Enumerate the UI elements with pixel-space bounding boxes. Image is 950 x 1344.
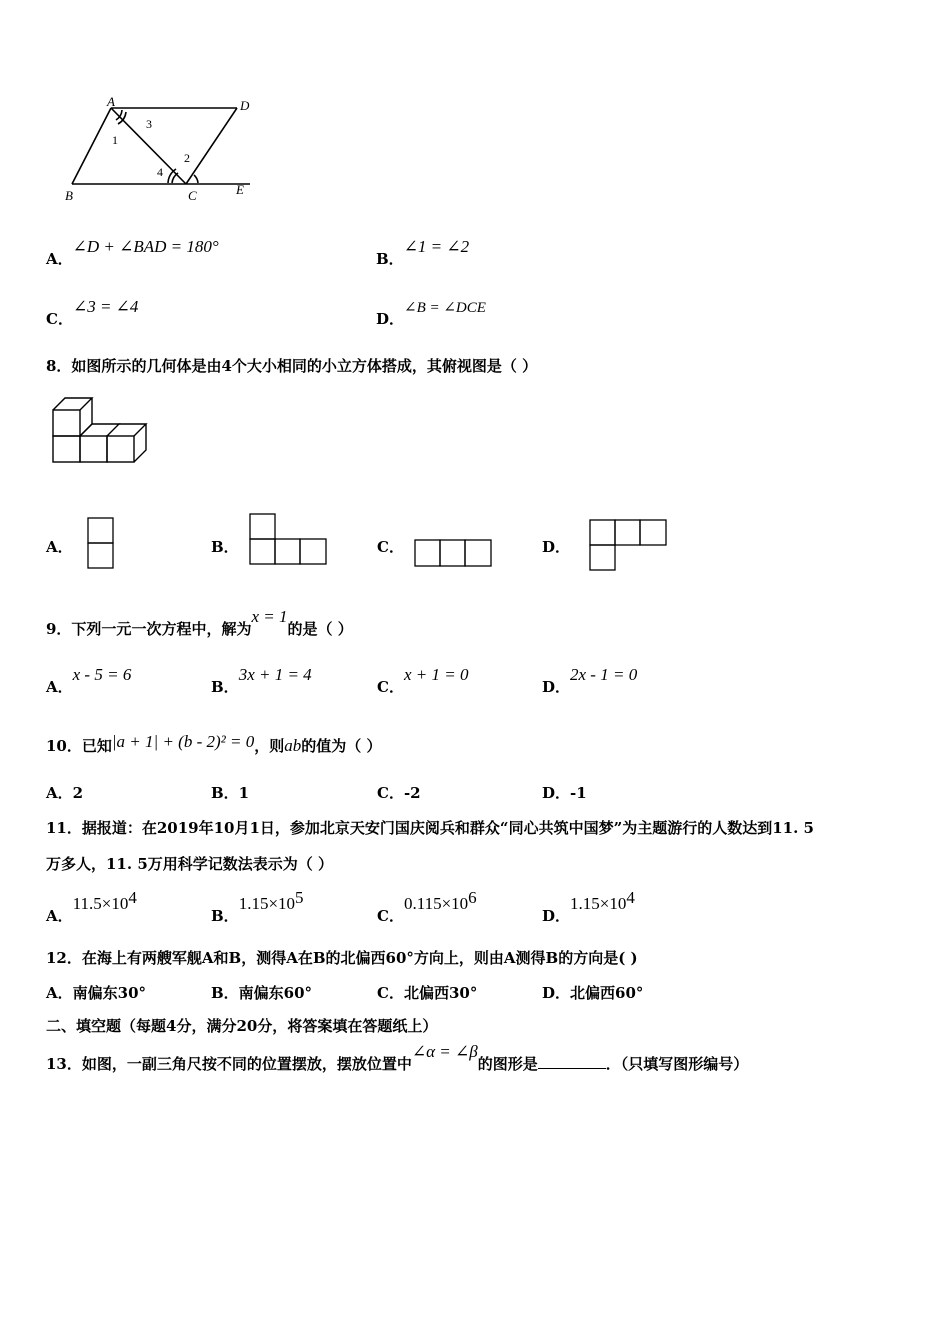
q11-option-d-letter: D． [542, 907, 571, 925]
section2-title: 二、填空题（每题4分，满分20分，将答案填在答题纸上） [46, 1017, 438, 1035]
angle-1-label: 1 [112, 133, 118, 147]
q11-option-b-base: 1.15×10 [238, 894, 296, 913]
q7-option-d-letter: D． [376, 310, 405, 328]
q10-stem-math2: ab [284, 736, 302, 755]
q10-stem-math: |a + 1| + (b - 2)² = 0 [111, 732, 255, 751]
q13-answer-blank[interactable] [538, 1054, 606, 1069]
q11-option-d [542, 888, 635, 925]
q10-stem-pre: 10．已知 [46, 737, 112, 755]
q9-stem [46, 606, 353, 638]
point-e-label: E [236, 182, 244, 197]
q9-option-b [211, 664, 312, 696]
cube-solid-figure [52, 396, 162, 466]
q7-option-c [46, 296, 139, 328]
q10-stem [46, 731, 382, 755]
q9-option-b-math: 3x + 1 = 4 [238, 665, 312, 684]
q11-option-a-letter: A． [46, 907, 73, 925]
q13-stem-end: ．（只填写图形编号） [605, 1055, 749, 1073]
q11-option-d-base: 1.15×10 [570, 894, 627, 913]
q8-option-c-figure [414, 539, 496, 569]
q12-option-c: C．北偏西30° [377, 984, 478, 1002]
q8-stem: 8．如图所示的几何体是由4个大小相同的小立方体搭成，其俯视图是（ ） [46, 357, 538, 375]
q7-option-b-math: ∠1 = ∠2 [403, 237, 470, 256]
q7-option-a [46, 236, 219, 268]
q9-option-c-math: x + 1 = 0 [403, 665, 469, 684]
q7-option-a-math: ∠D + ∠BAD = 180° [72, 237, 219, 256]
q8-option-b-letter: B． [211, 538, 239, 556]
q12-option-d: D．北偏西60° [542, 984, 644, 1002]
q7-option-a-letter: A． [46, 250, 73, 268]
q9-option-a-letter: A． [46, 678, 73, 696]
angle-2-label: 2 [184, 151, 190, 165]
q12-option-b: B．南偏东60° [211, 984, 313, 1002]
q8-option-d-figure [589, 519, 671, 575]
q9-stem-math: x = 1 [251, 607, 288, 626]
point-d-label: D [240, 98, 250, 113]
q8-option-a-letter: A． [46, 538, 73, 556]
q11-option-b [211, 888, 304, 925]
q11-option-a [46, 888, 137, 925]
q11-option-c-letter: C． [377, 907, 404, 925]
q9-stem-post: 的是（ ） [287, 620, 353, 638]
angle-4-label: 4 [157, 165, 163, 179]
q11-option-b-exp: 5 [295, 888, 304, 907]
q11-option-c-exp: 6 [468, 888, 477, 907]
q9-stem-pre: 9．下列一元一次方程中，解为 [46, 620, 252, 638]
q9-option-d-letter: D． [542, 678, 571, 696]
parallelogram-figure [60, 96, 260, 206]
q11-option-c-base: 0.115×10 [403, 894, 469, 913]
q10-option-d: D．-1 [542, 784, 587, 802]
q11-stem-line1: 11．据报道：在2019年10月1日，参加北京天安门国庆阅兵和群众“同心共筑中国梦”为主题游行的人数达到11. 5 [46, 819, 814, 837]
q11-option-a-base: 11.5×10 [72, 894, 129, 913]
q7-option-b-letter: B． [376, 250, 404, 268]
q10-option-a: A．2 [46, 784, 84, 802]
q9-option-c [377, 664, 469, 696]
q9-option-d [542, 664, 638, 696]
q11-option-c [377, 888, 477, 925]
q13-stem-pre: 13．如图，一副三角尺按不同的位置摆放，摆放位置中 [46, 1055, 412, 1073]
q11-option-a-exp: 4 [128, 888, 137, 907]
q10-stem-mid: ，则 [254, 737, 285, 755]
q8-option-c-letter: C． [377, 538, 404, 556]
q7-option-d-math: ∠B = ∠DCE [404, 300, 486, 316]
q9-option-d-math: 2x - 1 = 0 [570, 665, 638, 684]
q10-option-b: B．1 [211, 784, 250, 802]
q13-stem [46, 1041, 749, 1073]
q9-option-a [46, 664, 132, 696]
q10-stem-post: 的值为（ ） [301, 737, 382, 755]
point-a-label: A [107, 94, 115, 109]
q11-stem-line2: 万多人，11. 5万用科学记数法表示为（ ） [46, 855, 333, 873]
q8-option-b-figure [249, 513, 331, 569]
q13-stem-post: 的图形是 [477, 1055, 538, 1073]
q12-option-a: A．南偏东30° [46, 984, 147, 1002]
q9-option-a-math: x - 5 = 6 [72, 665, 132, 684]
point-b-label: B [65, 188, 73, 203]
point-c-label: C [188, 188, 197, 203]
q9-option-c-letter: C． [377, 678, 404, 696]
q7-option-c-letter: C． [46, 310, 73, 328]
q7-option-d [376, 296, 486, 328]
q10-option-c: C．-2 [377, 784, 421, 802]
q11-option-b-letter: B． [211, 907, 239, 925]
q8-option-d-letter: D． [542, 538, 571, 556]
q8-option-a-figure [87, 517, 117, 571]
q9-option-b-letter: B． [211, 678, 239, 696]
angle-3-label: 3 [146, 117, 152, 131]
q7-option-b [376, 236, 470, 268]
q13-stem-math: ∠α = ∠β [411, 1042, 478, 1061]
q12-stem: 12．在海上有两艘军舰A和B，测得A在B的北偏西60°方向上，则由A测得B的方向是( ) [46, 949, 638, 967]
q11-option-d-exp: 4 [626, 888, 635, 907]
q7-option-c-math: ∠3 = ∠4 [72, 297, 139, 316]
